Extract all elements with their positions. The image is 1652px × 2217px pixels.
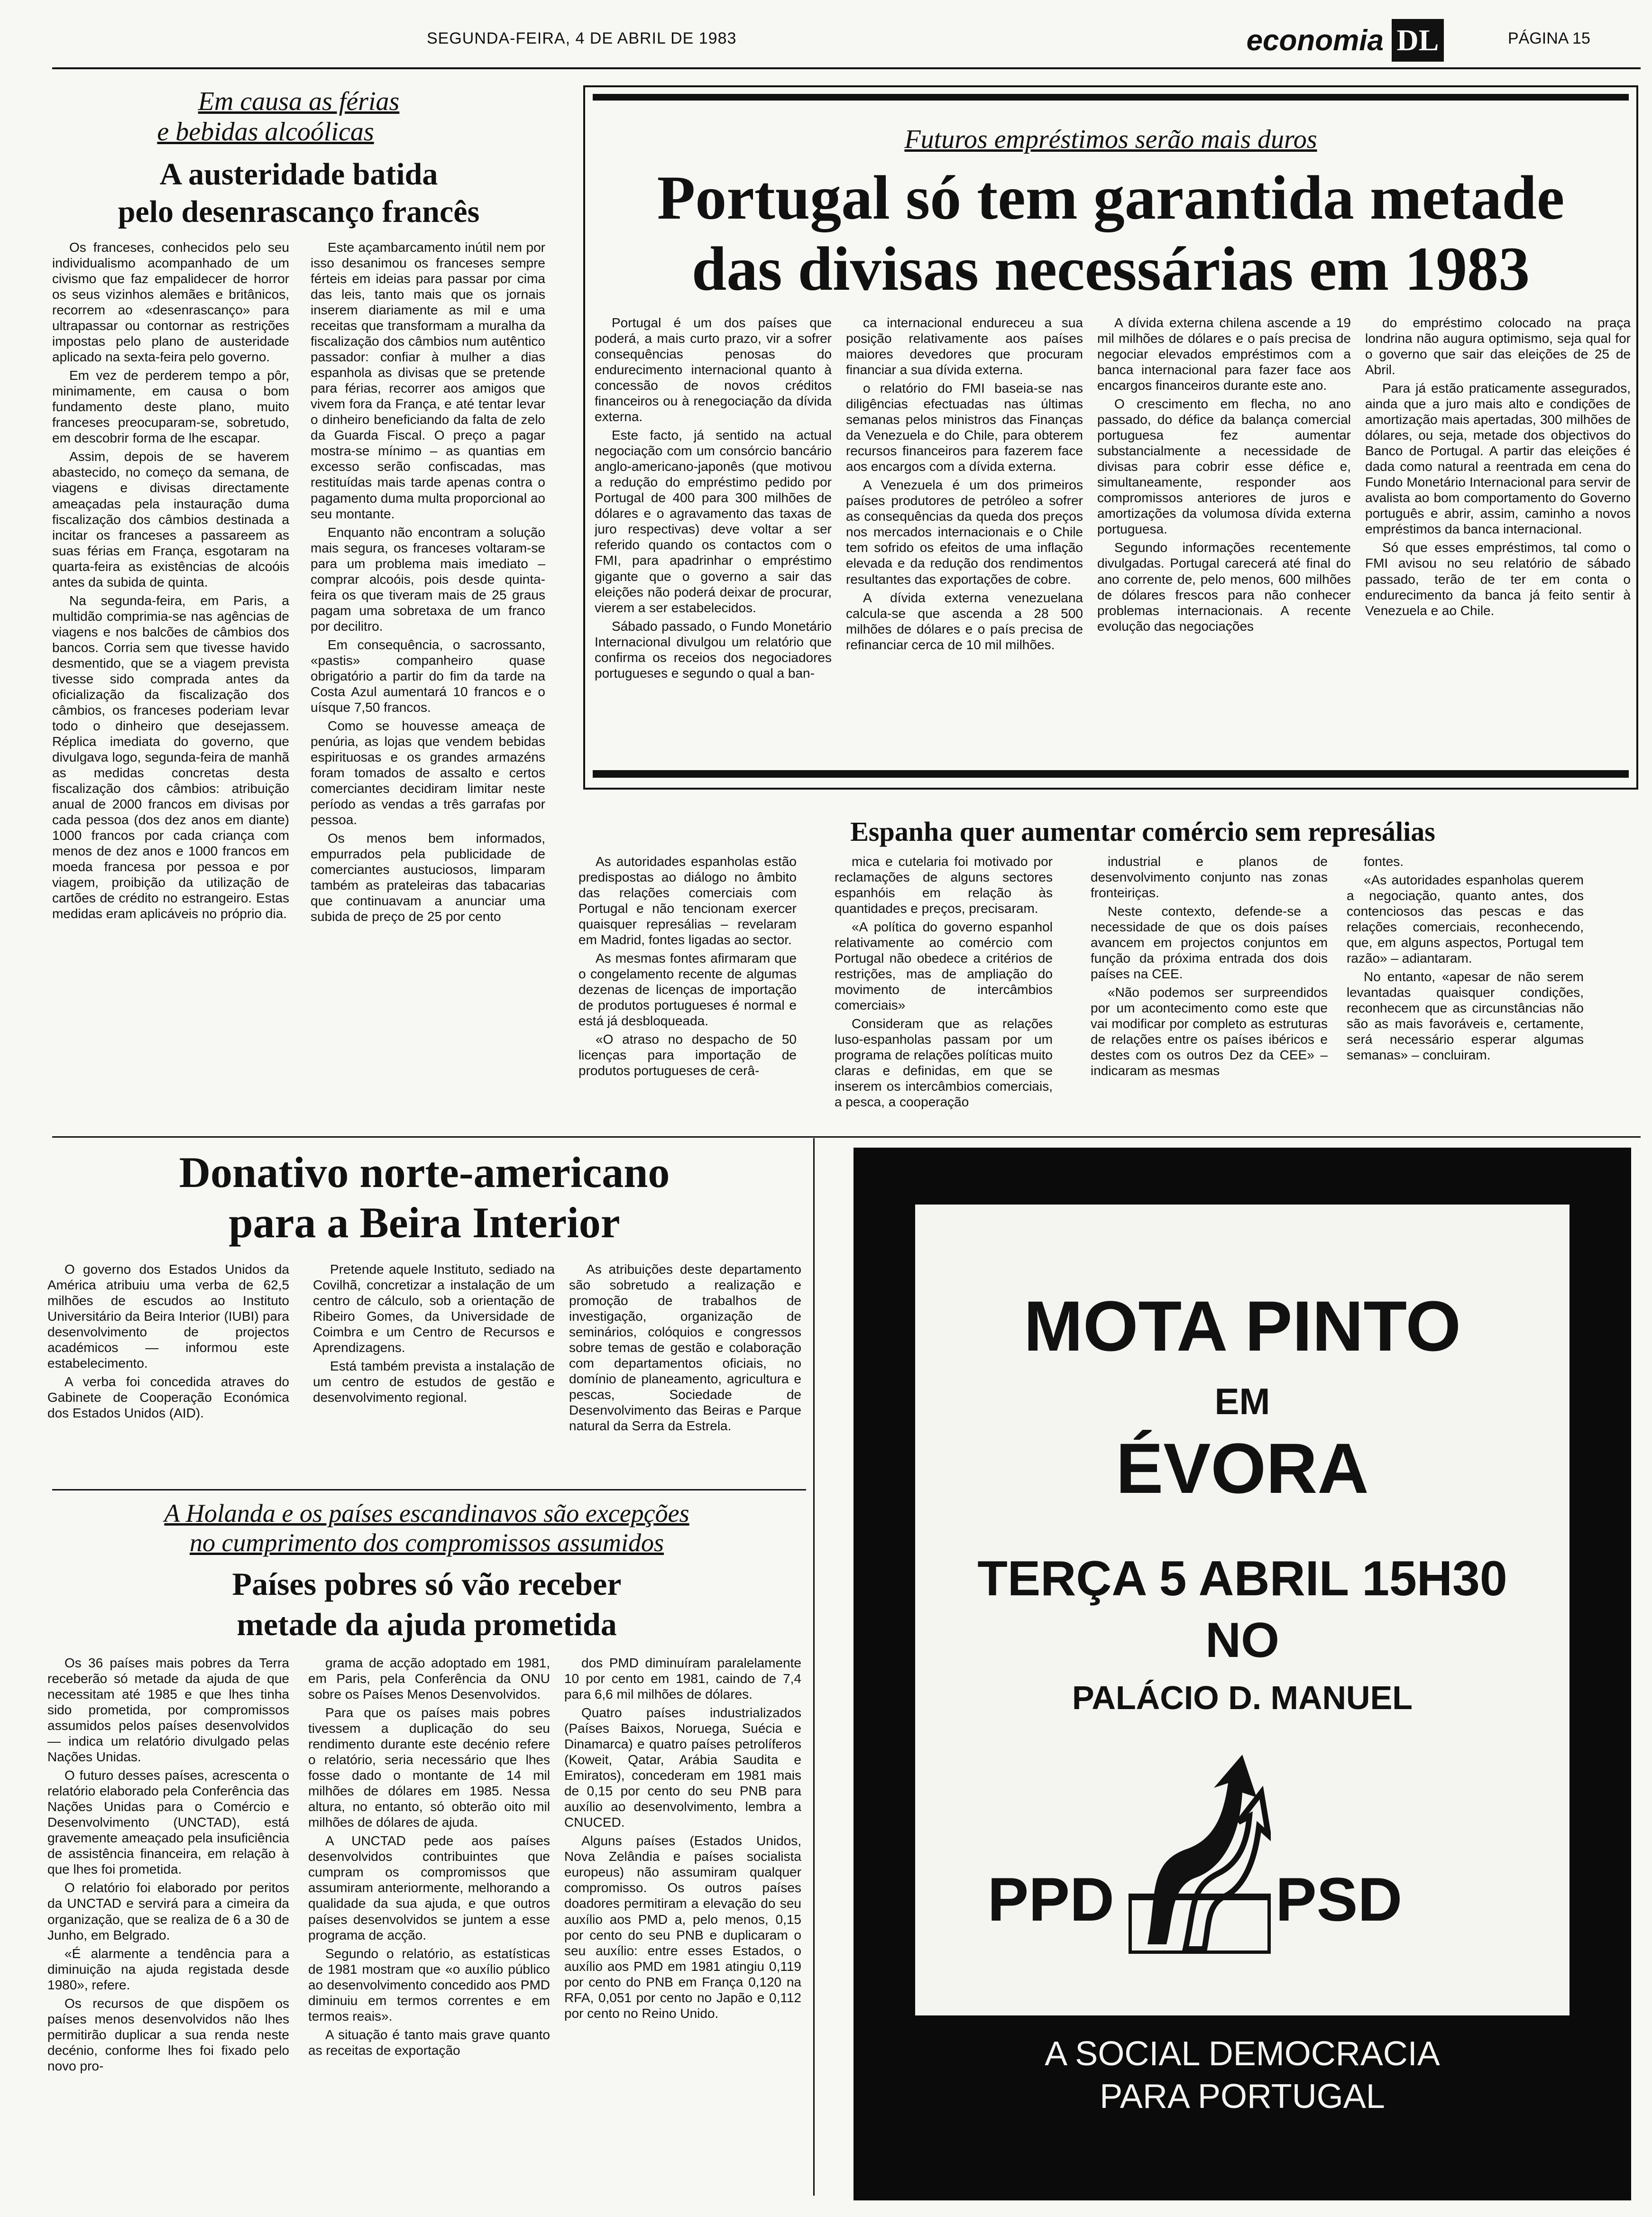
article-divisas [583,85,1638,790]
paragraph: «É alarmente a tendência para a diminuição na ajuda registada desde 1980», refere. [47,1946,289,1992]
espanha-column-2 [835,854,1053,1138]
paragraph: Como se houvesse ameaça de penúria, as lojas que vendem bebidas espirituosas e os grandes armazéns foram tomados de assalto e certos comerciantes decidiram limitar neste período as vendas a três garrafas por pessoa. [311,718,545,828]
kicker-line: A Holanda e os países escandinavos são excepções [164,1499,689,1527]
paragraph: Sábado passado, o Fundo Monetário Internacional divulgou um relatório que confirma os receios dos negociadores portugueses e segundo o qual a ban- [595,618,832,681]
paragraph: ca internacional endureceu a sua posição relativamente aos países maiores devedores que procuram financiar a sua dívida externa. [846,315,1083,377]
article-ferias [52,81,545,1129]
paragraph: Os franceses, conhecidos pelo seu individualismo acompanhado de um civismo que faz empalidecer de horror os seus vizinhos alemães e britânicos, recorrem ao «desenrascanço» para ultrapassar ou contornar as restrições impostas pelo plano de austeridade aplicado na sexta-feira pelo governo. [52,240,289,365]
kicker-line: Em causa as férias [198,87,400,116]
paragraph: «O atraso no despacho de 50 licenças para importação de produtos portugueses de cerâ- [578,1032,797,1078]
paragraph: Portugal é um dos países que poderá, a mais curto prazo, vir a sofrer consequências penosas do endurecimento internacional quanto à concessão de novos créditos financeiros ou à renegociação da dívida externa. [595,315,832,424]
headline-line: Países pobres só vão receber [232,1566,622,1602]
ad-name: MOTA PINTO [1023,1286,1461,1366]
kicker-line: e bebidas alcoólicas [157,117,374,147]
article-espanha [578,816,1641,1138]
espanha-column-3 [1091,854,1328,1138]
espanha-column-4 [1347,854,1584,1138]
ajuda-column-2 [308,1655,550,2191]
logo-ppd: PPD [987,1865,1114,1934]
ad-venue: PALÁCIO D. MANUEL [1072,1679,1413,1716]
masthead-section: economia [1246,24,1384,57]
headline-line: para a Beira Interior [229,1198,620,1247]
paragraph: A Venezuela é um dos primeiros países produtores de petróleo a sofrer as consequências da queda dos preços nos mercados internacionais e o Chile tem sofrido os efeitos de uma inflação elevada e da redução dos rendimentos resultantes das exportações de cobre. [846,478,1083,587]
paragraph: Para que os países mais pobres tivessem a duplicação do seu rendimento durante este decénio refere o relatório, seria necessário que lhes fosse dado o montante de 14 mil milhões de dólares em 1985. Nessa altura, no entanto, só obterão oito mil milhões de dólares de ajuda. [308,1705,550,1830]
paragraph: Alguns países (Estados Unidos, Nova Zelândia e países socialista europeus) não assumiram qualquer compromisso. Os outros países doadores permitiram a elevação do seu auxílio aos PMD a, pelo menos, 0,15 por cento do seu PNB e duplicaram o seu auxílio: entre esses Estados, o auxílio aos PMD em 1981 atingiu 0,119 por cento do PNB em França 0,120 na RFA, 0,051 por cento no Japão e 0,112 por cento no Reino Unido. [564,1833,801,2021]
paragraph: A dívida externa chilena ascende a 19 mil milhões de dólares e o país precisa de negociar elevados empréstimos com a banca internacional para fazer face aos encargos financeiros durante este ano. [1097,315,1351,393]
ad-em: EM [1214,1380,1270,1422]
paragraph: Pretende aquele Instituto, sediado na Covilhã, concretizar a instalação de um centro de cálculo, sob a orientação de Ribeiro Gomes, da Universidade de Coimbra e um Centro de Recursos e Aprendizagens. [313,1262,555,1355]
ferias-column-2 [311,239,545,1126]
arrows-icon [1129,1755,1271,1954]
ajuda-column-1 [47,1655,289,2191]
divisas-column-1 [595,315,832,756]
paragraph: Os 36 países mais pobres da Terra receberão só metade da ajuda de que necessitam até 1985 e que lhes tinha sido prometida, por compromissos assumidos pelos países desenvolvidos — indica um relatório divulgado pelas Nações Unidas. [47,1656,289,1765]
section-rule [52,1489,806,1490]
paragraph: O relatório foi elaborado por peritos da UNCTAD e servirá para a cimeira da organização, que se realiza de 6 a 30 de Junho, em Belgrado. [47,1880,289,1942]
paragraph: Assim, depois de se haverem abastecido, no começo da semana, de viagens e divisas directamente ameaçadas pela instauração duma fiscalização dos câmbios destinada a incitar os franceses a passareem as suas férias em França, esgotaram na quarta-feira as existências de alcoóis antes da subida de quinta. [52,449,289,589]
advertisement [854,1148,1631,2200]
column-rule [813,1138,815,2196]
paragraph: Neste contexto, defende-se a necessidade de que os dois países avancem em projectos conjuntos em função da próxima entrada dos dois países na CEE. [1091,904,1328,982]
logo-psd: PSD [1276,1865,1403,1934]
article-ajuda [47,1499,806,2198]
headline-line: pelo desenrascanço francês [118,194,480,230]
paragraph: Na segunda-feira, em Paris, a multidão comprimia-se nas agências de viagens e nos balcões de câmbios dos bancos. Corria sem que tivesse havido desmentido, que se a viagem prevista tivesse sido comprada antes da oficialização da fiscalização dos câmbios, os franceses poderiam levar todo o dinheiro que desejassem. Réplica imediata do governo, que divulgava logo, segunda-feira de manhã as medidas concretas desta fiscalização dos câmbios: atribuição anual de 2000 francos em divisas por cada pessoa (dos dez anos em diante) 1000 francos por cada criança com menos de dez anos e 1000 francos em moeda francesa por pessoa e por viagem, proibição da utilização de cartões de crédito no estrangeiro. Estas medidas eram aplicáveis no próprio dia. [52,593,289,921]
headline-line: Portugal só tem garantida metade [657,163,1565,232]
paragraph: Em vez de perderem tempo a pôr, minimamente, em causa o bom fundamento deste plano, muito franceses preocuparam-se, sobretudo, em descobrir forma de lhe escapar. [52,368,289,446]
headline-line: Donativo norte-americano [179,1148,670,1196]
divisas-column-2 [846,315,1083,756]
ad-inner-panel [915,1205,1569,2015]
paragraph: Quatro países industrializados (Países Baixos, Noruega, Suécia e Dinamarca) e quatro países petrolíferos (Koweit, Qatar, Arábia Saudita e Emiratos), concederam em 1981 mais de 0,15 por cento do seu PNB para auxílio ao desenvolvimento, lembra a CNUCED. [564,1705,801,1830]
paragraph: Este açambarcamento inútil nem por isso desanimou os franceses sempre férteis em ideias para passar por cima das leis, tanto mais que os jornais inserem diariamente as mil e uma receitas que transformam a muralha da fiscalização dos câmbios num autêntico passador: confiar à mulher a dias espanhola as divisas que se pretende para férias, recorrer aos amigos que vivem fora da França, e até tentar levar o dinheiro beneficiando da falta de zelo da Guarda Fiscal. O preço a pagar mostra-se mínimo – as quantias em excesso serão confiscadas, mas restituídas mais tarde apenas contra o pagamento duma multa proporcional ao seu montante. [311,240,545,521]
ad-datetime: TERÇA 5 ABRIL 15H30 [977,1551,1507,1606]
top-bar [593,94,1629,101]
paragraph: O governo dos Estados Unidos da América atribuiu uma verba de 62,5 milhões de escudos ao Instituto Universitário da Beira Interior (IUBI) para desenvolvimento de projectos académicos — informou este estabelecimento. [47,1262,289,1371]
donativo-column-1 [47,1261,289,1480]
headline-line: das divisas necessárias em 1983 [691,234,1530,304]
headline-line: A austeridade batida [159,157,438,192]
paragraph: «A política do governo espanhol relativamente ao comércio com Portugal não obedece a critérios de restrições, mas de ampliação do movimento de intercâmbios comerciais» [835,920,1053,1013]
dl-logo: DL [1392,19,1444,62]
paragraph: Consideram que as relações luso-espanholas passam por um programa de relações políticas muito claras e definidas, em que se inserem os intercâmbios comerciais, a pesca, a cooperação [835,1016,1053,1110]
kicker-line: Futuros empréstimos serão mais duros [904,125,1317,154]
paragraph: Só que esses empréstimos, tal como o FMI avisou no seu relatório de sábado passado, terão de ter em conta o endurecimento da banca já feito sentir à Venezuela e ao Chile. [1365,540,1631,618]
ad-slogan-line: A SOCIAL DEMOCRACIA [1045,2035,1440,2073]
bottom-bar [593,770,1629,778]
paragraph: o relatório do FMI baseia-se nas diligências efectuadas nas últimas semanas pelos ministros das Finanças da Venezuela e do Chile, para obterem recursos financeiros para fazerem face aos encargos com a dívida externa. [846,381,1083,474]
article-donativo [47,1148,801,1480]
paragraph: mica e cutelaria foi motivado por reclamações de alguns sectores espanhóis em relação às quantidades e preços, precisaram. [835,854,1053,916]
donativo-column-2 [313,1261,555,1480]
ad-slogan-line: PARA PORTUGAL [1100,2078,1385,2116]
paragraph: grama de acção adoptado em 1981, em Paris, pela Conferência da ONU sobre os Países Menos Desenvolvidos. [308,1656,550,1702]
paragraph: A UNCTAD pede aos países desenvolvidos contribuintes que cumpram os compromissos que assumiram anteriormente, melhorando a qualidade da sua ajuda, e que outros países desenvolvidos se juntem a esse programa de acção. [308,1833,550,1942]
paragraph: Segundo informações recentemente divulgadas. Portugal carecerá até final do ano corrente de, pelo menos, 600 milhões de dólares frescos para não conhecer problemas internacionais. A recente evolução das negociações [1097,540,1351,634]
paragraph: fontes. [1364,854,1404,869]
masthead-date: SEGUNDA-FEIRA, 4 DE ABRIL DE 1983 [427,29,737,47]
paragraph: Os menos bem informados, empurrados pela publicidade de comerciantes austuciosos, limparam também as prateleiras das tabacarias que continuavam a anunciar uma subida de preço de 25 por cento [311,831,545,924]
paragraph: O futuro desses países, acrescenta o relatório elaborado pela Conferência das Nações Unidas para o Comércio e Desenvolvimento (UNCTAD), está gravemente ameaçado pela insuficiência de assistência financeira, em relação à que lhes foi prometida. [47,1768,289,1877]
paragraph: dos PMD diminuíram paralelamente 10 por cento em 1981, caindo de 7,4 para 6,6 mil milhões de dólares. [564,1656,801,1702]
section-rule [52,1136,1641,1138]
paragraph: Em consequência, o sacrossanto, «pastis» companheiro quase obrigatório a partir do fim da tarde na Costa Azul aumentará 10 francos e o uísque 7,50 francos. [311,637,545,715]
paragraph: industrial e planos de desenvolvimento conjunto nas zonas fronteiriças. [1091,854,1328,901]
paragraph: Está também prevista a instalação de um centro de estudos de gestão e desenvolvimento regional. [313,1359,555,1405]
divisas-column-3 [1097,315,1351,756]
paragraph: «As autoridades espanholas querem a negociação, quanto antes, dos contenciosos das pescas e das relações comerciais, reconhecendo, que, em alguns aspectos, Portugal tem razão» – adiantaram. [1347,873,1584,966]
ajuda-column-3 [564,1655,801,2191]
headline-line: metade da ajuda prometida [237,1606,617,1642]
ferias-column-1 [52,239,289,1126]
kicker-line: no cumprimento dos compromissos assumidos [189,1528,664,1557]
paragraph: A verba foi concedida atraves do Gabinete de Cooperação Económica dos Estados Unidos (AID). [47,1374,289,1421]
paragraph: As autoridades espanholas estão predispostas ao diálogo no âmbito das relações comerciais com Portugal e não tencionam exercer quaisquer represálias – revelaram em Madrid, fontes ligadas ao sector. [578,854,797,948]
paragraph: Para já estão praticamente assegurados, ainda que a juro mais alto e condições de amortização mais apertadas, 300 milhões de dólares, ou seja, metade dos objectivos do Banco de Portugal. A partir das eleições é dada como natural a reentrada em cena do Fundo Monetário Internacional para servir de avalista ao bom comportamento do Governo português e abrir, assim, caminho a novos empréstimos da banca internacional. [1365,381,1631,537]
paragraph: As atribuições deste departamento são sobretudo a realização e promoção de trabalhos de investigação, organização de seminários, colóquios e congressos sobre temas de gestão e colaboração com departamentos oficiais, no domínio de planeamento, agricultura e pescas, Sociedade de Desenvolvimento das Beiras e Parque natural da Serra da Estrela. [569,1262,801,1434]
paragraph: Os recursos de que dispõem os países menos desenvolvidos não lhes permitirão duplicar a sua renda neste decénio, conforme lhes foi fixado pelo novo pro- [47,1996,289,2073]
ad-no: NO [1205,1613,1279,1668]
paragraph: Segundo o relatório, as estatísticas de 1981 mostram que «o auxílio público ao desenvolvimento concedido aos PMD diminuiu em termos correntes e em termos reais». [308,1946,550,2024]
espanha-column-1 [578,854,797,1138]
masthead-rule [52,67,1641,69]
headline: Espanha quer aumentar comércio sem represálias [850,816,1435,847]
paragraph: A dívida externa venezuelana calcula-se que ascenda a 28 500 milhões de dólares e o país precisa de refinanciar cerca de 10 mil milhões. [846,590,1083,652]
paragraph: No entanto, «apesar de não serem levantadas quaisquer condições, reconhecem que as circunstâncias não são as mais favoráveis e, certamente, será necessário esperar algumas semanas» – concluiram. [1347,969,1584,1063]
page-number: PÁGINA 15 [1508,29,1590,47]
paragraph: As mesmas fontes afirmaram que o congelamento recente de algumas dezenas de licenças de importação de produtos portugueses é normal e está já desbloqueada. [578,951,797,1029]
ad-city: ÉVORA [1116,1428,1369,1508]
paragraph: «Não podemos ser surpreendidos por um acontecimento como este que vai modificar por completo as estruturas de relações entre os países ibéricos e destes com os outros Dez da CEE» – indicaram as mesmas [1091,985,1328,1078]
paragraph: Este facto, já sentido na actual negociação com um consórcio bancário anglo-americano-japonês (que motivou a redução do empréstimo pedido por Portugal de 400 para 300 milhões de dólares e o agravamento das taxas de juro respectivas) deve voltar a ser referido quando os contactos com o FMI, para apadrinhar o empréstimo gigante que o governo a sair das eleições não poderá deixar de procurar, vierem a ser estabelecidos. [595,428,832,615]
paragraph: O crescimento em flecha, no ano passado, do défice da balança comercial portuguesa fez aumentar substancialmente a necessidade de divisas para cobrir esse défice e, simultaneamente, responder aos compromissos anteriores de juros e amortizações da volumosa dívida externa portuguesa. [1097,396,1351,537]
donativo-column-3 [569,1261,801,1480]
paragraph: Enquanto não encontram a solução mais segura, os franceses voltaram-se para um problema mais imediato – comprar alcoóis, pois desde quinta-feira os que tiveram mais de 25 graus pagam uma sobretaxa de um franco por decilitro. [311,524,545,634]
paragraph: do empréstimo colocado na praça londrina não augura optimismo, seja qual for o governo que sair das eleições de 25 de Abril. [1365,315,1631,377]
masthead [0,0,1652,71]
divisas-column-4 [1365,315,1631,756]
ppd-psd-logo [972,1755,1513,1954]
paragraph: A situação é tanto mais grave quanto as receitas de exportação [308,2027,550,2058]
